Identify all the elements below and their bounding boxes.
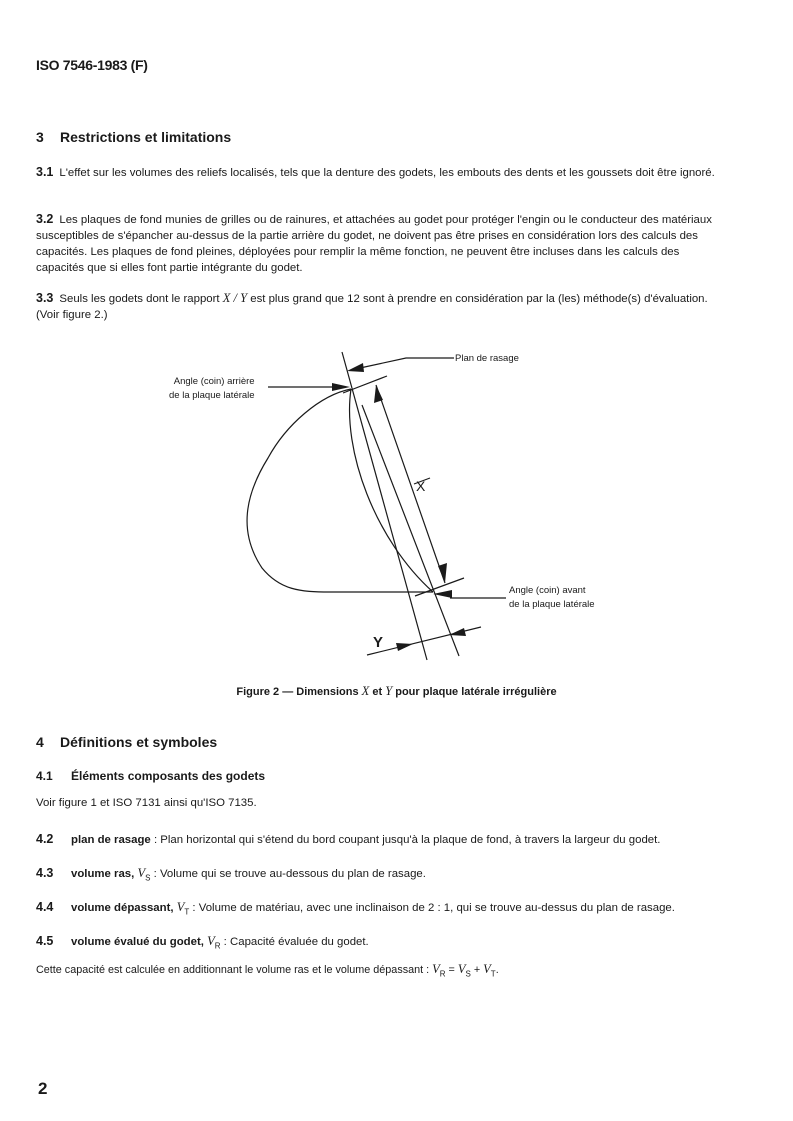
y-dimension-label: Y xyxy=(373,634,384,651)
definition-text: : Capacité évaluée du godet. xyxy=(220,936,369,948)
arrowhead-y-right xyxy=(449,628,466,636)
document-header: ISO 7546-1983 (F) xyxy=(36,57,148,73)
section-4-heading xyxy=(36,734,217,750)
subsection-title: Éléments composants des godets xyxy=(71,769,266,783)
label-front-corner xyxy=(509,584,595,612)
definition-4-3 xyxy=(36,866,426,883)
caption-text: Figure 2 — Dimensions xyxy=(236,686,362,698)
formula-lhs-letter: V xyxy=(432,962,440,976)
label-front-corner-line-1: Angle (coin) avant xyxy=(509,585,586,596)
figure-2-caption xyxy=(0,684,793,699)
definition-symbol xyxy=(207,934,221,951)
definition-text: : Plan horizontal qui s'étend du bord coupant jusqu'à la plaque de fond, à travers la largeur du godet. xyxy=(150,834,661,846)
paragraph-text: Les plaques de fond munies de grilles ou de rainures, et attachées au godet pour protéger l'engin ou le conducteur des matériaux susceptibles de s'épancher au-dessus de la partie arrière du godet, ne doivent pas être prises en considération lors des calculs des capacités. Les plaques de fond pleines, déployées pour remplir la même fonction, ne peuvent être incluses dans les calculs des capacités que si elles font partie intégrante du godet. xyxy=(36,214,712,274)
subsection-4-1-heading xyxy=(36,769,265,783)
symbol-letter: V xyxy=(137,866,146,880)
definition-4-2 xyxy=(36,832,660,846)
definition-4-5 xyxy=(36,934,369,951)
arrowhead-x-top xyxy=(374,385,383,403)
formula-a-subscript: S xyxy=(465,969,471,979)
plan-leader-line xyxy=(360,358,454,368)
symbol-subscript: S xyxy=(145,873,151,883)
formula-line xyxy=(36,962,499,979)
label-rear-corner-line-2: de la plaque latérale xyxy=(169,390,255,401)
section-number: 4 xyxy=(36,734,44,750)
label-rear-corner xyxy=(169,375,255,403)
symbol-subscript: T xyxy=(184,907,190,917)
formula-a-letter: V xyxy=(457,962,466,976)
definition-number: 4.2 xyxy=(36,832,54,846)
strike-plane-line xyxy=(342,352,427,660)
symbol-letter: V xyxy=(176,900,185,914)
caption-text-end: pour plaque latérale irrégulière xyxy=(392,686,557,698)
subsection-4-1-text: Voir figure 1 et ISO 7131 ainsi qu'ISO 7135. xyxy=(36,797,257,809)
paragraph-number: 3.2 xyxy=(36,212,54,226)
subsection-number: 4.1 xyxy=(36,769,53,783)
parallel-line xyxy=(362,405,459,656)
ratio-symbol: X / Y xyxy=(222,291,248,305)
definition-number: 4.5 xyxy=(36,934,54,948)
definition-symbol xyxy=(137,866,151,883)
paragraph-number: 3.1 xyxy=(36,165,54,179)
definition-4-4 xyxy=(36,900,675,917)
formula-lhs-subscript: R xyxy=(439,969,446,979)
x-dimension-line xyxy=(376,385,445,583)
formula-term-a xyxy=(457,962,471,979)
paragraph-number: 3.3 xyxy=(36,291,54,305)
formula-lhs xyxy=(432,962,446,979)
definition-symbol xyxy=(176,900,190,917)
label-plan-de-rasage: Plan de rasage xyxy=(455,353,519,364)
definition-text: : Volume de matériau, avec une inclinaison de 2 : 1, qui se trouve au-dessus du plan de rasage. xyxy=(189,902,675,914)
formula-end: . xyxy=(495,964,499,976)
label-rear-corner-line-1: Angle (coin) arrière xyxy=(173,376,255,387)
arrowhead-x-bottom xyxy=(438,563,447,583)
paragraph-text: Seuls les godets dont le rapport xyxy=(59,293,223,305)
definition-text: : Volume qui se trouve au-dessous du plan de rasage. xyxy=(150,868,426,880)
x-dimension-label: X xyxy=(416,478,426,494)
page-number: 2 xyxy=(38,1079,48,1098)
symbol-letter: V xyxy=(207,934,215,948)
symbol-subscript: R xyxy=(214,941,221,951)
definition-number: 4.3 xyxy=(36,866,54,880)
formula-plus: + xyxy=(470,964,484,976)
section-title: Restrictions et limitations xyxy=(60,129,232,145)
caption-x-symbol: X xyxy=(361,684,370,698)
formula-text: Cette capacité est calculée en additionnant le volume ras et le volume dépassant : xyxy=(36,964,433,976)
arrowhead-plan xyxy=(347,363,364,372)
formula-term-b xyxy=(483,962,496,979)
definition-term: volume ras, xyxy=(71,868,138,880)
definition-term: plan de rasage xyxy=(71,834,151,846)
caption-text-mid: et xyxy=(369,686,386,698)
label-front-corner-line-2: de la plaque latérale xyxy=(509,599,595,610)
formula-equals: = xyxy=(445,964,458,976)
formula-b-letter: V xyxy=(483,962,491,976)
section-number: 3 xyxy=(36,129,44,145)
formula-b-subscript: T xyxy=(490,969,496,979)
section-title: Définitions et symboles xyxy=(60,734,218,750)
definition-term: volume évalué du godet, xyxy=(71,936,208,948)
arrowhead-y-left xyxy=(396,643,413,651)
caption-y-symbol: Y xyxy=(385,684,393,698)
paragraph-text: L'effet sur les volumes des reliefs localisés, tels que la denture des godets, les embouts des dents et les goussets doit être ignoré. xyxy=(59,167,715,179)
paragraph-text-cont: est plus grand que 12 sont à prendre en considération par la (les) méthode(s) d'évaluation. (Voir figure 2.) xyxy=(36,293,708,321)
definition-term: volume dépassant, xyxy=(71,902,177,914)
definition-number: 4.4 xyxy=(36,900,54,914)
